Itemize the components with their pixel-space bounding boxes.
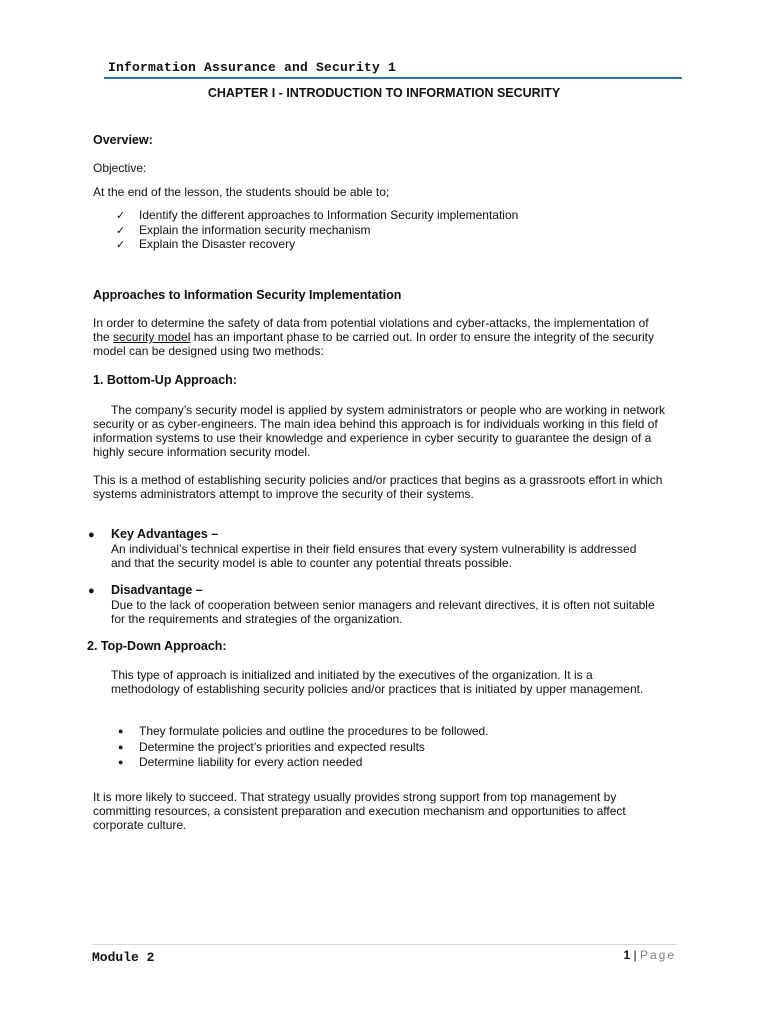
top-down-item: Determine the project’s priorities and expected results	[139, 739, 425, 754]
bottom-up-paragraph-1: The company’s security model is applied by system administrators or people who are working in network security or as cyber-engineers. The main idea behind this approach is for individuals working in this field of information systems to use their knowledge and experience in cyber security to guarantee the design of a highly secure information security model.	[93, 403, 666, 459]
objective-label: Objective:	[93, 161, 147, 175]
top-down-paragraph: This type of approach is initialized and initiated by the executives of the organization. It is a methodology of establishing security policies and/or practices that is initiated by upper management.	[111, 668, 644, 696]
header-divider	[104, 77, 682, 79]
approaches-heading: Approaches to Information Security Implementation	[93, 288, 402, 302]
list-item	[118, 740, 489, 756]
top-down-item: They formulate policies and outline the procedures to be followed.	[139, 724, 489, 738]
top-down-heading: 2. Top-Down Approach:	[87, 639, 227, 653]
objective-item: Explain the Disaster recovery	[139, 237, 296, 251]
objective-item: Explain the information security mechanism	[139, 222, 371, 237]
footer-divider	[92, 944, 677, 945]
bullet-icon: ●	[118, 726, 124, 736]
top-down-item: Determine liability for every action needed	[139, 755, 363, 769]
list-item	[118, 755, 489, 771]
approaches-intro-text: In order to determine the safety of data from potential violations and cyber-attacks, the implementation of the	[93, 316, 649, 344]
objective-intro: At the end of the lesson, the students should be able to;	[93, 185, 390, 199]
disadvantage-text: Due to the lack of cooperation between senior managers and relevant directives, it is often not suitable for the requirements and strategies of the organization.	[111, 598, 655, 626]
page-label: Page	[639, 948, 676, 962]
list-item	[116, 223, 518, 238]
list-item	[116, 237, 518, 252]
security-model-link[interactable]: security model	[113, 330, 191, 344]
bullet-icon: ●	[118, 757, 124, 767]
bottom-up-heading: 1. Bottom-Up Approach:	[93, 373, 237, 387]
top-down-conclusion: It is more likely to succeed. That strategy usually provides strong support from top management by committing resources, a consistent preparation and execution mechanism and opportunities to affect corporate culture.	[93, 790, 626, 832]
checkmark-icon: ✓	[116, 239, 126, 251]
objectives-list	[116, 208, 518, 252]
advantages-text: An individual’s technical expertise in their field ensures that every system vulnerability is addressed and that the security model is able to counter any potential threats possible.	[111, 542, 637, 570]
checkmark-icon: ✓	[116, 224, 126, 237]
top-down-list	[118, 724, 489, 771]
objective-item: Identify the different approaches to Information Security implementation	[139, 208, 519, 222]
approaches-intro	[93, 316, 668, 358]
overview-heading: Overview:	[93, 133, 153, 147]
page-indicator	[623, 948, 676, 962]
chapter-title: CHAPTER I - INTRODUCTION TO INFORMATION SECURITY	[207, 86, 561, 100]
document-header-title: Information Assurance and Security 1	[108, 60, 397, 75]
bullet-icon: ●	[118, 741, 124, 752]
list-item	[116, 208, 518, 223]
footer-module: Module 2	[92, 950, 155, 965]
advantages-title: Key Advantages –	[111, 527, 219, 541]
checkmark-icon: ✓	[116, 210, 126, 222]
disadvantage-title: Disadvantage –	[111, 583, 203, 597]
page-number: 1	[623, 948, 631, 962]
bullet-icon: ●	[88, 585, 95, 597]
page-separator: |	[633, 948, 637, 962]
approaches-intro-text: has an important phase to be carried out. In order to ensure the integrity of the security model can be designed using two methods:	[93, 330, 654, 358]
bullet-icon: ●	[88, 529, 95, 541]
list-item	[118, 724, 489, 740]
bottom-up-paragraph-2: This is a method of establishing security policies and/or practices that begins as a grassroots effort in which systems administrators attempt to improve the security of their systems.	[93, 473, 663, 501]
